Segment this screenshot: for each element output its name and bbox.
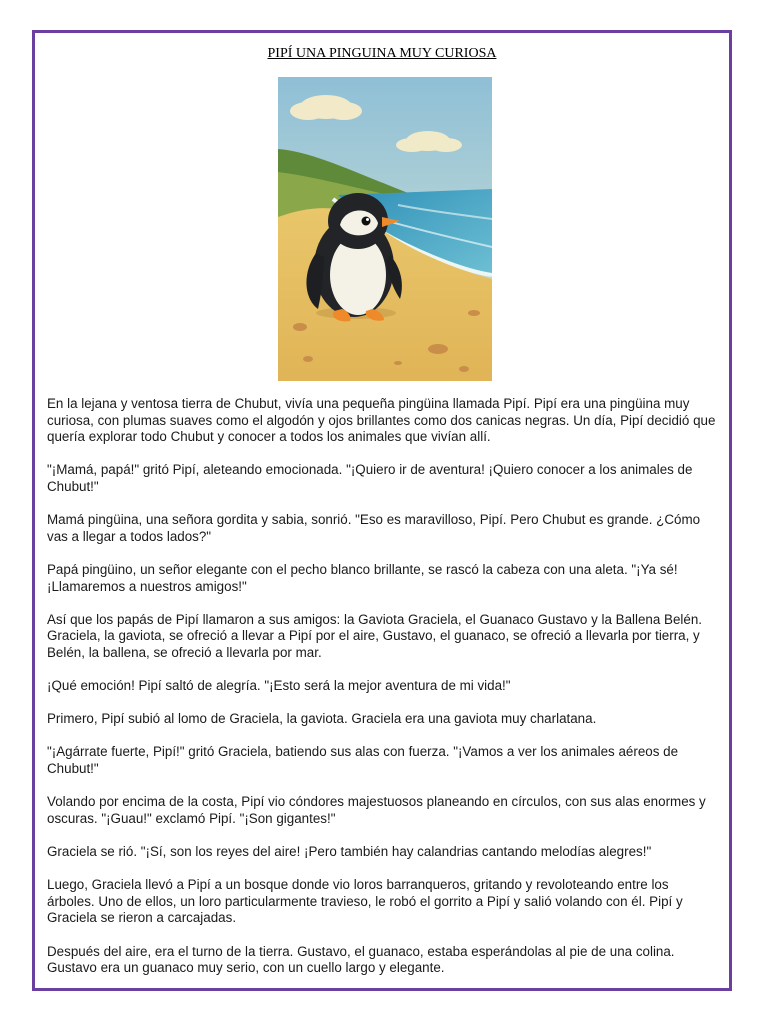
paragraph: Papá pingüino, un señor elegante con el pecho blanco brillante, se rascó la cabeza con una aleta. "¡Ya sé! ¡Llamaremos a nuestros amigos!" (47, 561, 678, 594)
paragraph: Después del aire, era el turno de la tierra. Gustavo, el guanaco, estaba esperándolas al pie de una colina. Gustavo era un guanaco muy serio, con un cuello largo y elegante. (47, 943, 675, 976)
paragraph: Volando por encima de la costa, Pipí vio cóndores majestuosos planeando en círculos, con sus alas enormes y oscuras. "¡Guau!" exclamó Pipí. "¡Son gigantes!" (47, 794, 706, 826)
paragraph: ¡Qué emoción! Pipí saltó de alegría. "¡Esto será la mejor aventura de mi vida!" (47, 678, 511, 694)
paragraph: "¡Agárrate fuerte, Pipí!" gritó Graciela, batiendo sus alas con fuerza. "¡Vamos a ver los animales aéreos de Chubut!" (47, 744, 679, 777)
paragraph: En la lejana y ventosa tierra de Chubut, vivía una pequeña pingüina llamada Pipí. Pipí era una pingüina muy curiosa, con plumas suaves como el algodón y ojos brillantes como dos canicas negras. Un día, Pipí decidió que quería explorar todo Chubut y conocer a todos los animales que vivían allí. (47, 396, 716, 445)
penguin-beach-illustration (278, 77, 492, 381)
paragraph: Primero, Pipí subió al lomo de Graciela, la gaviota. Graciela era una gaviota muy charlatana. (47, 711, 597, 727)
paragraph: "¡Mamá, papá!" gritó Pipí, aleteando emocionada. "¡Quiero ir de aventura! ¡Quiero conocer a los animales de Chubut!" (47, 462, 693, 494)
paragraph: Mamá pingüina, una señora gordita y sabia, sonrió. "Eso es maravilloso, Pipí. Pero Chubut es grande. ¿Cómo vas a llegar a todos lados?" (47, 512, 701, 544)
paragraph: Graciela se rió. "¡Sí, son los reyes del aire! ¡Pero también hay calandrias cantando melodías alegres!" (47, 844, 652, 860)
story-title: PIPÍ UNA PINGUINA MUY CURIOSA (267, 46, 497, 61)
paragraph: Luego, Graciela llevó a Pipí a un bosque donde vio loros barranqueros, gritando y revoloteando entre los árboles. Uno de ellos, un loro particularmente travieso, le robó el gorrito a Pipí y salió volando con él. Pipí y Graciela se rieron a carcajadas. (47, 877, 683, 926)
paragraph: Así que los papás de Pipí llamaron a sus amigos: la Gaviota Graciela, el Guanaco Gustavo y la Ballena Belén. Graciela, la gaviota, se ofreció a llevar a Pipí por el aire, Gustavo, el guanaco, se ofreció a llevarla por tierra, y Belén, la ballena, se ofreció a llevarla por mar. (47, 611, 703, 660)
story-text (47, 396, 719, 993)
page-frame (32, 30, 732, 991)
